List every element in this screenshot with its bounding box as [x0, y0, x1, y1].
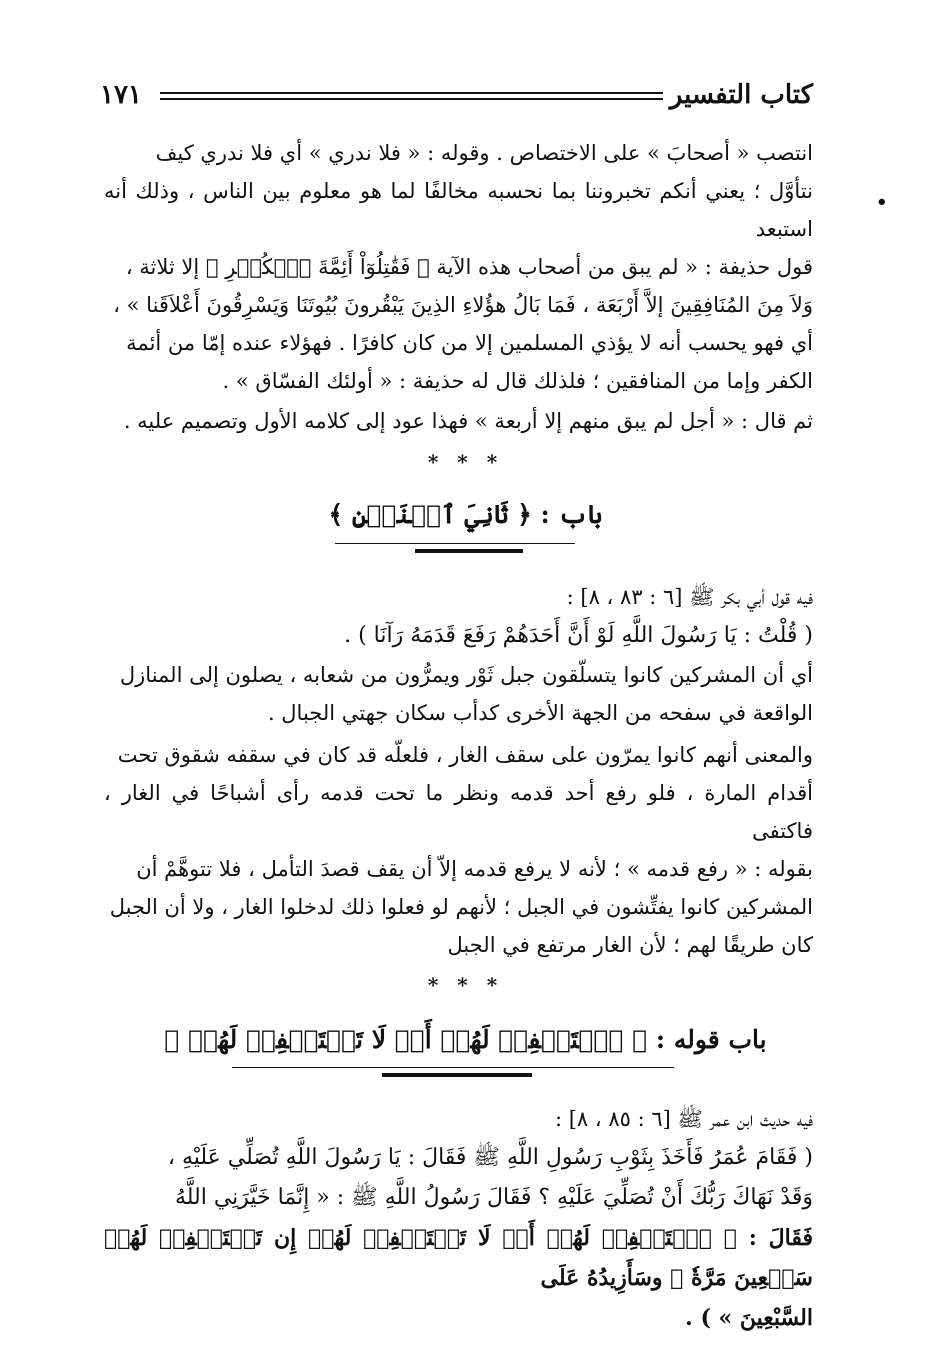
quote-line: وَقَدْ نَهَاكَ رَبُّكَ أَنْ تُصَلِّيَ عَلَيْهِ ؟ فَقَالَ رَسُولُ اللَّهِ ﷺ : « إِنَّمَا خَيَّرَنِي اللَّهُ — [174, 1185, 813, 1210]
page-number: ١٧١ — [100, 80, 142, 110]
bab-1-title: باب : ﴿ ثَانِيَ ٱثۡنَيۡنِ ﴾ — [328, 500, 603, 529]
text-line: والمعنى أنهم كانوا يمرّون على سقف الغار ، فلعلّه قد كان في سقفه شقوق تحت — [117, 743, 813, 767]
bab-2-intro: فيه حديث ابن عمر ﷺ [٦ : ٨٥ ، ٨] : — [554, 1107, 813, 1131]
bab-1-heading — [0, 500, 931, 529]
bab-1-intro: فيه قول أبي بكر ﷺ [٦ : ٨٣ ، ٨] : — [566, 585, 813, 609]
page-header — [100, 78, 813, 112]
bab-2-thick-rule — [382, 1073, 532, 1077]
header-title: كتاب التفسير — [669, 80, 813, 110]
text-line: أقدام المارة ، فلو رفع أحد قدمه ونظر ما تحت قدمه رأى أشباحًا في الغار ، فاكتفى — [104, 781, 813, 843]
text-line: كان طريقًا لهم ؛ لأن الغار مرتفع في الجبل — [447, 933, 813, 957]
bab-1-thin-rule — [335, 543, 575, 544]
quote-line: ( فَقَامَ عُمَرُ فَأَخَذَ بِثَوْبِ رَسُولِ اللَّهِ ﷺ فَقَالَ : يَا رَسُولَ اللَّهِ تُصَلِّي عَلَيْهِ ، — [167, 1145, 813, 1170]
text-line: قول حذيفة : « لم يبق من أصحاب هذه الآية ﴿ فَقَٰتِلُوٓاْ أَئِمَّةَ ٱلۡكُفۡرِ ﴾ إلا ثلاثة ، — [125, 255, 813, 279]
text-line: المشركين كانوا يفتِّشون في الجبل ؛ لأنهم لو فعلوا ذلك لدخلوا الغار ، ولا أن الجبل — [109, 895, 813, 919]
text-line: ثم قال : « أجل لم يبق منهم إلا أربعة » فهذا عود إلى كلامه الأول وتصميم عليه . — [123, 409, 813, 433]
text-line: بقوله : « رفع قدمه » ؛ لأنه لا يرفع قدمه إلاّ أن يقف قصدَ التأمل ، فلا تتوهَّمْ أن — [136, 857, 813, 881]
text-line: أي أن المشركين كانوا يتسلّقون جبل ثَوْر ويمرُّون من شعابه ، يصلون إلى المنازل — [119, 663, 813, 687]
section-separator: * * * — [427, 450, 504, 474]
bab-2-body — [104, 1100, 813, 1338]
quote-line: فَقَالَ : ﴿ ٱسۡتَغۡفِرۡ لَهُمۡ أَوۡ لَا تَسۡتَغۡفِرۡ لَهُمۡ إِن تَسۡتَغۡفِرۡ لَهُمۡ سَبۡعِينَ مَرَّةٗ ﴾ وسَأَزِيدُهُ عَلَى — [104, 1225, 813, 1291]
text-line: الكفر وإما من المنافقين ؛ فلذلك قال له حذيفة : « أولئك الفسّاق » . — [222, 369, 813, 393]
bab-1-body — [104, 578, 813, 964]
header-rule — [160, 92, 663, 100]
margin-mark-icon: • — [876, 192, 888, 213]
text-line: أي فهو يحسب أنه لا يؤذي المسلمين إلا من كان كافرًا . فهؤلاء عنده إمّا من أئمة — [126, 331, 813, 355]
bab-1-thick-rule — [415, 549, 523, 553]
bab-2-heading — [0, 1025, 931, 1054]
text-line: وَلاَ مِنَ المُنَافِقِينَ إلاَّ أَرْبَعَة ، فَمَا بَالُ هؤُلاءِ الذِينَ يَبْقُرونَ بُيُوتَنَا وَيَسْرِقُونَ أَعْلاَقَنا » ، — [113, 293, 813, 317]
bab-2-title: باب قوله : ﴿ ٱسۡتَغۡفِرۡ لَهُمۡ أَوۡ لَا تَسۡتَغۡفِرۡ لَهُمۡ ﴾ — [164, 1025, 767, 1054]
text-line: الواقعة في سفحه من الجهة الأخرى كدأب سكان جهتي الجبال . — [267, 701, 813, 725]
text-line: نتأوَّل ؛ يعني أنكم تخبروننا بما نحسبه مخالفًا لما هو معلوم بين الناس ، وذلك أنه استبعد — [104, 179, 813, 241]
text-line: انتصب « أصحابَ » على الاختصاص . وقوله : « فلا ندري » أي فلا ندري كيف — [155, 141, 813, 165]
section-separator: * * * — [427, 973, 504, 997]
quote-line: السَّبْعِينَ » ) . — [685, 1305, 813, 1331]
bab-2-thin-rule — [232, 1067, 674, 1068]
section-1-text — [104, 134, 813, 440]
bab-1-quote: ( قُلْتُ : يَا رَسُولَ اللَّهِ لَوْ أَنَّ أَحَدَهُمْ رَفَعَ قَدَمَهُ رَآنَا ) . — [344, 623, 813, 648]
